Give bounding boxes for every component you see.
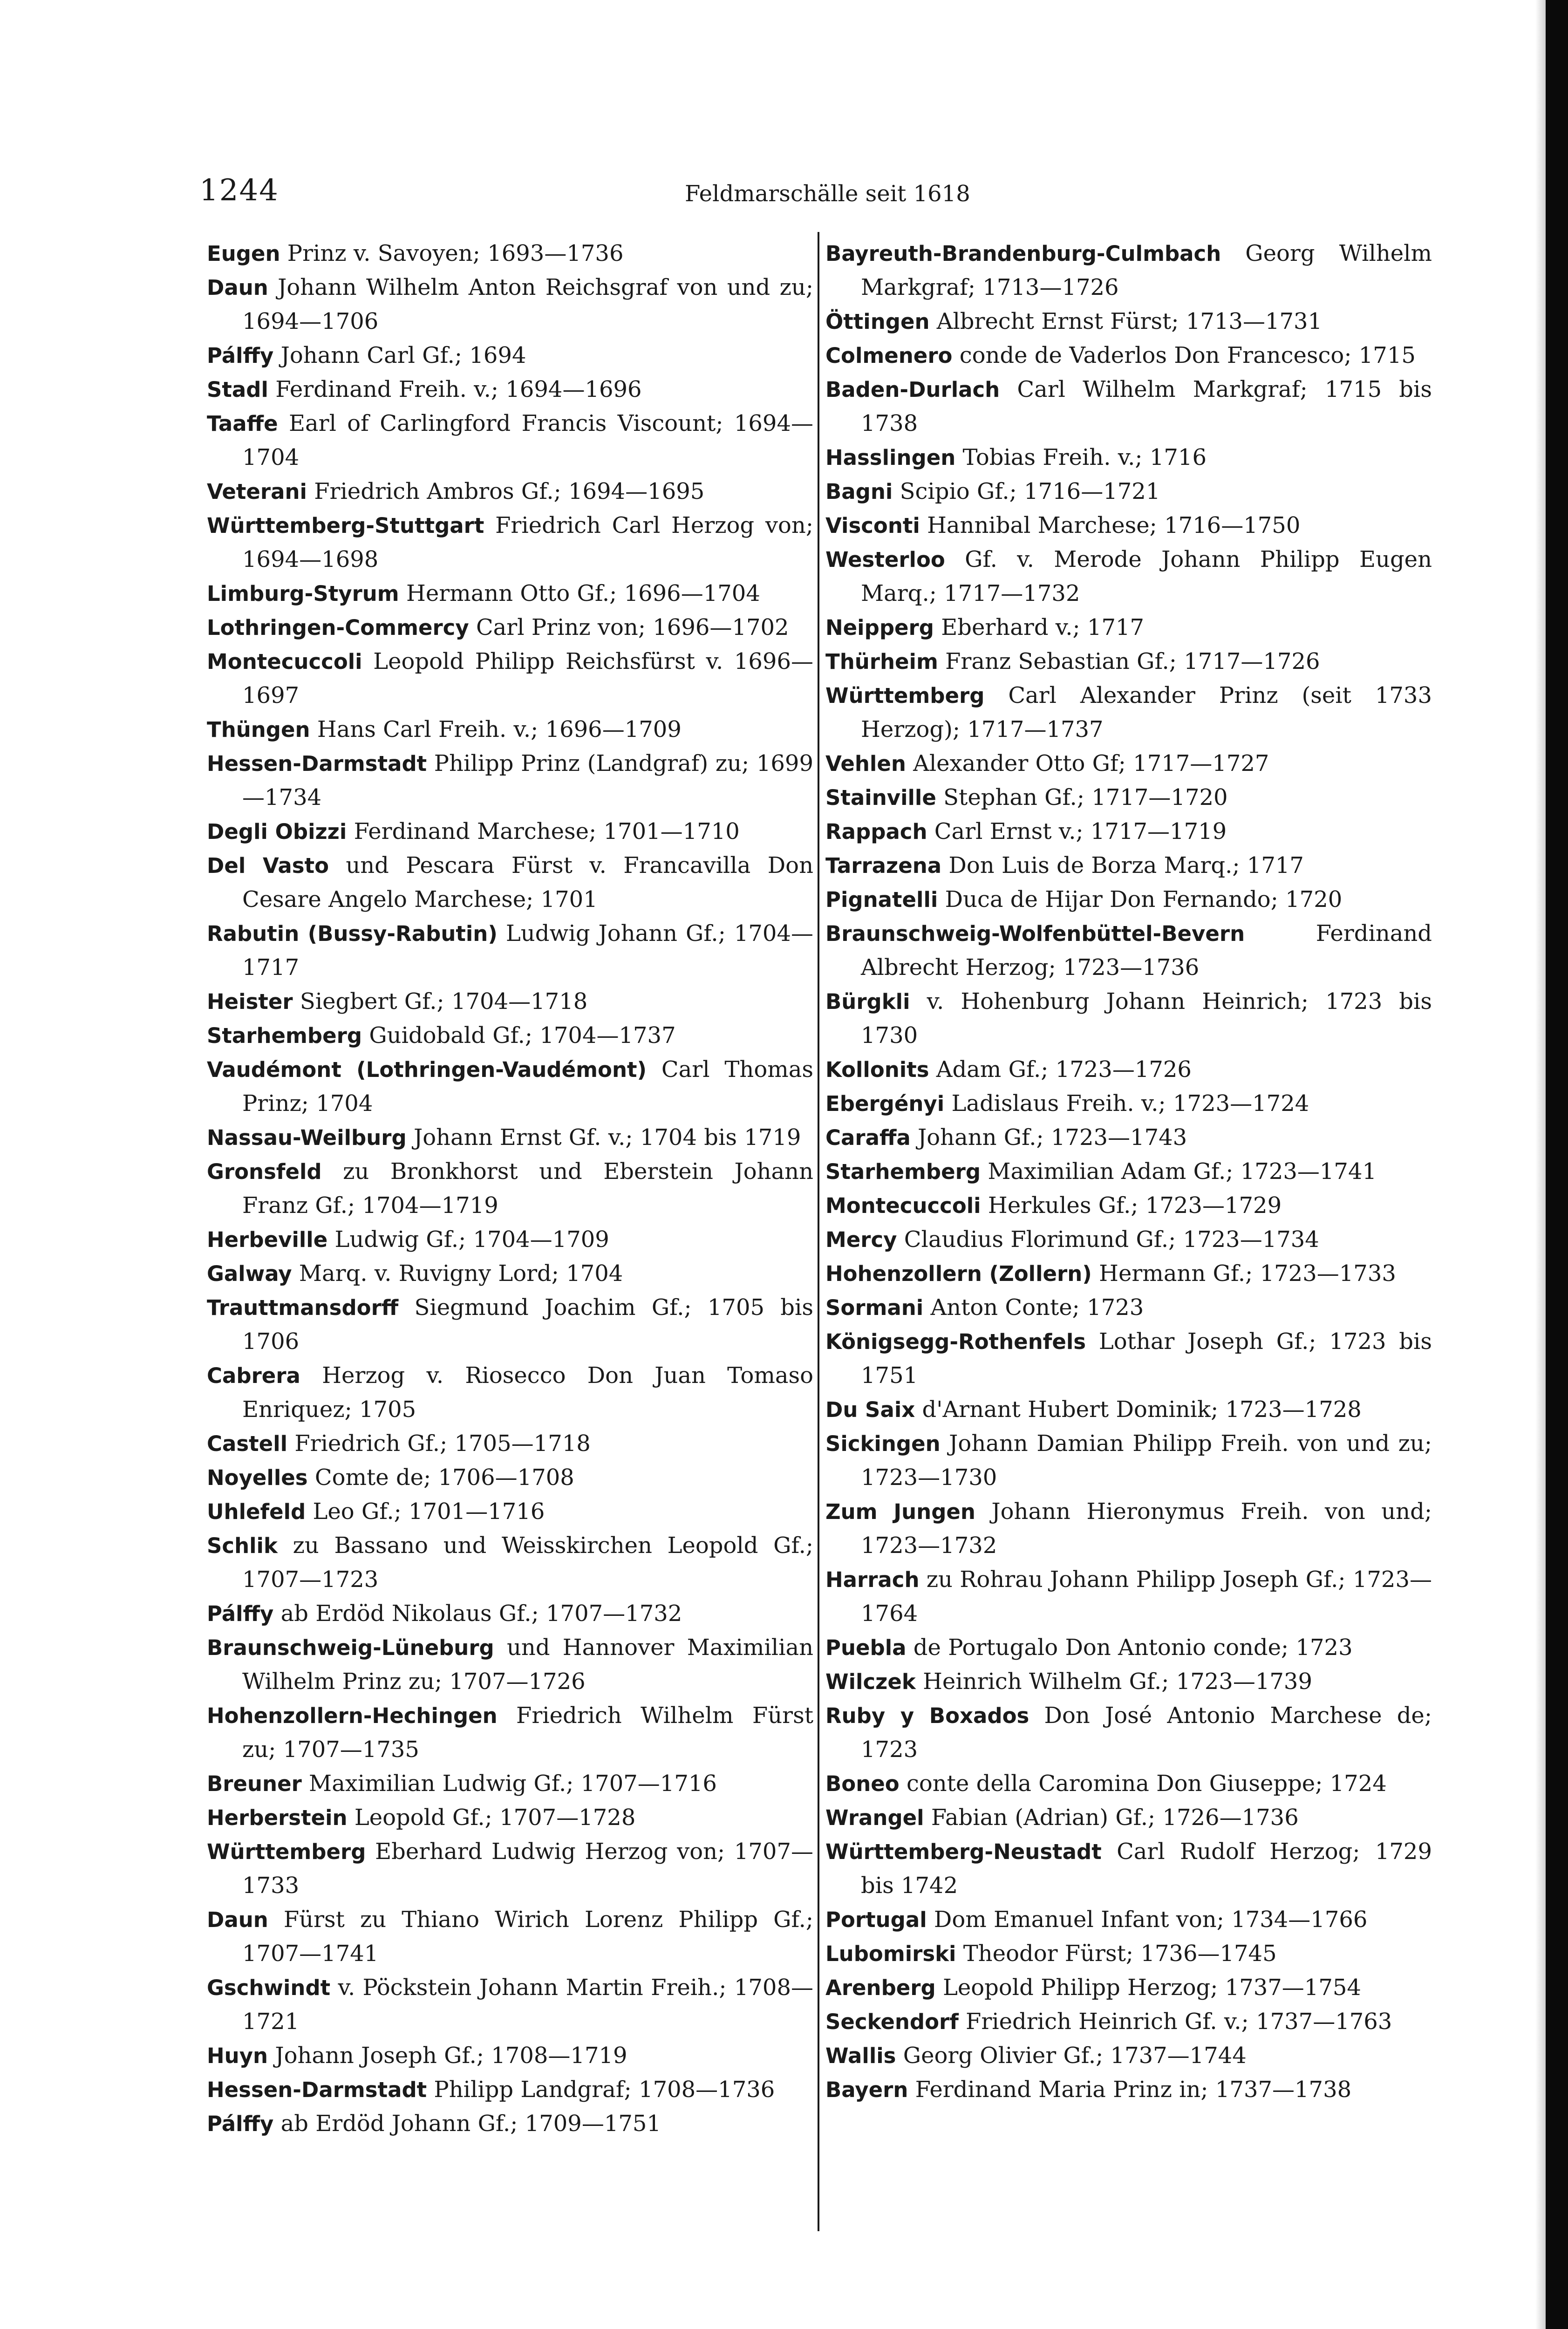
- entry-name: Boneo: [825, 1771, 900, 1796]
- entry-text: Ludwig Gf.; 1704—1709: [327, 1226, 609, 1253]
- entry-name: Baden-Durlach: [825, 377, 1000, 402]
- entry-name: Württemberg: [825, 683, 985, 708]
- list-item: [825, 1189, 1432, 1223]
- entry-name: Württemberg: [207, 1839, 366, 1864]
- entry-text: Lothar Joseph Gf.; 1723 bis 1751: [861, 1328, 1432, 1389]
- list-item: [207, 1767, 813, 1801]
- list-item: [825, 1427, 1432, 1495]
- entry-name: Westerloo: [825, 547, 945, 572]
- entry-name: Stainville: [825, 785, 936, 810]
- list-item: [207, 1155, 813, 1223]
- list-item: [207, 1427, 813, 1461]
- list-item: [207, 1529, 813, 1597]
- entry-name: Neipperg: [825, 615, 934, 640]
- entry-text: Philipp Landgraf; 1708—1736: [427, 2077, 775, 2103]
- entry-name: Limburg-Styrum: [207, 581, 399, 606]
- entry-text: Philipp Prinz (Landgraf) zu; 1699—1734: [242, 750, 813, 810]
- entry-text: de Portugalo Don Antonio conde; 1723: [906, 1634, 1353, 1661]
- list-item: [207, 1461, 813, 1495]
- entry-text: ab Erdöd Johann Gf.; 1709—1751: [273, 2111, 661, 2137]
- entry-text: Alexander Otto Gf; 1717—1727: [906, 750, 1269, 776]
- list-item: [825, 2005, 1432, 2039]
- list-item: [825, 747, 1432, 781]
- entry-text: zu Bronkhorst und Eberstein Johann Franz Gf.; 1704—1719: [242, 1158, 813, 1219]
- entry-text: Leopold Gf.; 1707—1728: [347, 1805, 636, 1831]
- list-item: [207, 1801, 813, 1835]
- list-item: [825, 1393, 1432, 1427]
- entry-text: Adam Gf.; 1723—1726: [929, 1056, 1192, 1083]
- entry-text: Leopold Philipp Reichsfürst v. 1696—1697: [242, 648, 813, 708]
- entry-name: Lubomirski: [825, 1941, 956, 1966]
- entry-name: Caraffa: [825, 1125, 911, 1150]
- list-item: [825, 917, 1432, 985]
- entry-text: conde de Vaderlos Don Francesco; 1715: [952, 342, 1416, 368]
- entry-name: Del Vasto: [207, 853, 329, 878]
- list-item: [207, 271, 813, 339]
- entry-text: Hermann Otto Gf.; 1696—1704: [399, 580, 760, 606]
- entry-name: Daun: [207, 1907, 268, 1932]
- list-item: [825, 1699, 1432, 1767]
- entry-text: Johann Wilhelm Anton Reichsgraf von und zu; 1694—1706: [242, 274, 813, 334]
- entry-text: Johann Joseph Gf.; 1708—1719: [268, 2043, 627, 2069]
- entry-text: Georg Olivier Gf.; 1737—1744: [896, 2043, 1247, 2069]
- entry-name: Württemberg-Neustadt: [825, 1839, 1102, 1864]
- entry-name: Cabrera: [207, 1363, 300, 1388]
- entry-text: Claudius Florimund Gf.; 1723—1734: [897, 1226, 1319, 1253]
- entry-name: Rappach: [825, 819, 927, 844]
- entry-name: Montecuccoli: [825, 1193, 981, 1218]
- list-item: [207, 1019, 813, 1053]
- entry-text: Hermann Gf.; 1723—1733: [1091, 1260, 1396, 1287]
- entry-name: Bayreuth-Brandenburg-Culmbach: [825, 241, 1221, 266]
- list-item: [825, 373, 1432, 441]
- entry-text: Siegbert Gf.; 1704—1718: [293, 988, 588, 1015]
- entry-name: Eugen: [207, 241, 280, 266]
- list-item: [207, 849, 813, 917]
- entry-text: conte della Caromina Don Giuseppe; 1724: [899, 1771, 1387, 1797]
- entry-text: Ferdinand Freih. v.; 1694—1696: [268, 376, 642, 402]
- entry-text: Heinrich Wilhelm Gf.; 1723—1739: [915, 1668, 1312, 1695]
- entry-text: Earl of Carlingford Francis Viscount; 1694—1704: [242, 410, 813, 470]
- entry-text: Ferdinand Albrecht Herzog; 1723—1736: [861, 920, 1432, 981]
- list-item: [207, 611, 813, 645]
- list-item: [825, 1665, 1432, 1699]
- entry-text: Eberhard Ludwig Herzog von; 1707—1733: [242, 1839, 813, 1899]
- column-divider: [818, 232, 819, 2231]
- list-item: [207, 407, 813, 475]
- entry-text: Eberhard v.; 1717: [934, 614, 1145, 640]
- entry-text: Friedrich Gf.; 1705—1718: [287, 1430, 591, 1457]
- entry-name: Wrangel: [825, 1805, 924, 1830]
- entry-name: Braunschweig-Wolfenbüttel-Bevern: [825, 921, 1245, 946]
- entry-text: Carl Thomas Prinz; 1704: [242, 1056, 813, 1117]
- entry-text: Carl Rudolf Herzog; 1729 bis 1742: [861, 1839, 1432, 1899]
- entry-text: Tobias Freih. v.; 1716: [955, 444, 1207, 470]
- list-item: [825, 1325, 1432, 1393]
- right-column: [825, 237, 1432, 2107]
- list-item: [825, 985, 1432, 1053]
- list-item: [825, 543, 1432, 611]
- entry-name: Wilczek: [825, 1669, 916, 1694]
- page-shadow: [1535, 0, 1546, 2329]
- list-item: [825, 441, 1432, 475]
- entry-name: Kollonits: [825, 1057, 929, 1082]
- entry-name: Taaffe: [207, 411, 278, 436]
- list-item: [207, 747, 813, 815]
- list-item: [825, 475, 1432, 509]
- entry-name: Gschwindt: [207, 1975, 331, 2000]
- entry-name: Daun: [207, 275, 268, 300]
- list-item: [825, 305, 1432, 339]
- list-item: [825, 883, 1432, 917]
- entry-text: Don José Antonio Marchese de; 1723: [861, 1702, 1432, 1763]
- list-item: [207, 917, 813, 985]
- entry-name: Herberstein: [207, 1805, 348, 1830]
- list-item: [207, 815, 813, 849]
- entry-name: Portugal: [825, 1907, 927, 1932]
- entry-name: Wallis: [825, 2043, 896, 2068]
- list-item: [825, 1291, 1432, 1325]
- list-item: [207, 1971, 813, 2039]
- entry-name: Harrach: [825, 1567, 920, 1592]
- list-item: [207, 1359, 813, 1427]
- entry-text: Ferdinand Maria Prinz in; 1737—1738: [908, 2077, 1352, 2103]
- entry-name: Thürheim: [825, 649, 938, 674]
- entry-text: Hannibal Marchese; 1716—1750: [920, 512, 1301, 538]
- list-item: [207, 645, 813, 713]
- entry-name: Gronsfeld: [207, 1159, 322, 1184]
- entry-text: Franz Sebastian Gf.; 1717—1726: [938, 648, 1320, 674]
- page-number: 1244: [199, 173, 279, 208]
- entry-text: Ludwig Johann Gf.; 1704—1717: [242, 920, 813, 981]
- entry-text: Anton Conte; 1723: [923, 1294, 1144, 1321]
- entry-name: Du Saix: [825, 1397, 915, 1422]
- scan-border: [1546, 0, 1568, 2329]
- list-item: [825, 339, 1432, 373]
- entry-text: Leopold Philipp Herzog; 1737—1754: [935, 1975, 1361, 2001]
- list-item: [825, 2073, 1432, 2107]
- entry-text: Carl Ernst v.; 1717—1719: [927, 818, 1227, 844]
- entry-text: Maximilian Ludwig Gf.; 1707—1716: [301, 1771, 717, 1797]
- entry-text: Friedrich Ambros Gf.; 1694—1695: [307, 478, 705, 504]
- list-item: [825, 1121, 1432, 1155]
- entry-name: Noyelles: [207, 1465, 308, 1490]
- entry-text: Johann Ernst Gf. v.; 1704 bis 1719: [406, 1124, 801, 1151]
- entry-text: Gf. v. Merode Johann Philipp Eugen Marq.; 1717—1732: [861, 546, 1432, 606]
- entry-name: Bagni: [825, 479, 893, 504]
- list-item: [207, 1257, 813, 1291]
- entry-name: Puebla: [825, 1635, 907, 1660]
- entry-text: Ladislaus Freih. v.; 1723—1724: [944, 1090, 1309, 1117]
- entry-name: Braunschweig-Lüneburg: [207, 1635, 494, 1660]
- entry-name: Bayern: [825, 2077, 908, 2102]
- entry-name: Hohenzollern (Zollern): [825, 1261, 1092, 1286]
- entry-name: Tarrazena: [825, 853, 942, 878]
- list-item: [207, 1495, 813, 1529]
- entry-text: Friedrich Heinrich Gf. v.; 1737—1763: [958, 2009, 1392, 2035]
- entry-text: v. Pöckstein Johann Martin Freih.; 1708—1721: [242, 1975, 813, 2035]
- entry-name: Breuner: [207, 1771, 302, 1796]
- list-item: [207, 509, 813, 577]
- entry-name: Trauttmansdorff: [207, 1295, 399, 1320]
- list-item: [207, 713, 813, 747]
- entry-name: Thüngen: [207, 717, 310, 742]
- entry-text: Scipio Gf.; 1716—1721: [893, 478, 1160, 504]
- list-item: [825, 1971, 1432, 2005]
- list-item: [825, 611, 1432, 645]
- entry-name: Vaudémont (Lothringen-Vaudémont): [207, 1057, 647, 1082]
- entry-name: Ebergényi: [825, 1091, 945, 1116]
- entry-name: Rabutin (Bussy-Rabutin): [207, 921, 498, 946]
- entry-text: Fürst zu Thiano Wirich Lorenz Philipp Gf.; 1707—1741: [242, 1907, 813, 1967]
- list-item: [207, 1121, 813, 1155]
- entry-text: zu Bassano und Weisskirchen Leopold Gf.; 1707—1723: [242, 1532, 813, 1593]
- list-item: [207, 2107, 813, 2141]
- entry-text: Stephan Gf.; 1717—1720: [936, 784, 1228, 810]
- list-item: [207, 985, 813, 1019]
- entry-name: Pálffy: [207, 1601, 274, 1626]
- entry-text: Siegmund Joachim Gf.; 1705 bis 1706: [242, 1294, 813, 1355]
- list-item: [825, 815, 1432, 849]
- entry-text: Leo Gf.; 1701—1716: [306, 1498, 545, 1525]
- entry-name: Hessen-Darmstadt: [207, 2077, 427, 2102]
- entry-text: Fabian (Adrian) Gf.; 1726—1736: [924, 1805, 1299, 1831]
- entry-name: Galway: [207, 1261, 292, 1286]
- entry-text: Albrecht Ernst Fürst; 1713—1731: [929, 308, 1323, 334]
- entry-name: Königsegg-Rothenfels: [825, 1329, 1086, 1354]
- entry-text: Hans Carl Freih. v.; 1696—1709: [310, 716, 682, 742]
- entry-text: und Hannover Maximilian Wilhelm Prinz zu; 1707—1726: [242, 1634, 813, 1695]
- entry-name: Öttingen: [825, 309, 930, 334]
- entry-name: Herbeville: [207, 1227, 328, 1252]
- list-item: [207, 237, 813, 271]
- entry-text: d'Arnant Hubert Dominik; 1723—1728: [915, 1396, 1362, 1423]
- list-item: [207, 577, 813, 611]
- entry-name: Stadl: [207, 377, 268, 402]
- list-item: [207, 2039, 813, 2073]
- list-item: [825, 1937, 1432, 1971]
- list-item: [825, 1835, 1432, 1903]
- list-item: [207, 1223, 813, 1257]
- entry-text: Friedrich Carl Herzog von; 1694—1698: [242, 512, 813, 572]
- entry-name: Starhemberg: [207, 1023, 362, 1048]
- entry-name: Ruby y Boxados: [825, 1703, 1029, 1728]
- list-item: [825, 781, 1432, 815]
- entry-text: Johann Damian Philipp Freih. von und zu; 1723—1730: [861, 1430, 1432, 1491]
- list-item: [207, 475, 813, 509]
- list-item: [825, 679, 1432, 747]
- list-item: [207, 1291, 813, 1359]
- entry-name: Starhemberg: [825, 1159, 981, 1184]
- list-item: [825, 1053, 1432, 1087]
- entry-name: Bürgkli: [825, 989, 910, 1014]
- entry-name: Sickingen: [825, 1431, 941, 1456]
- list-item: [825, 509, 1432, 543]
- entry-text: Herkules Gf.; 1723—1729: [981, 1192, 1282, 1219]
- entry-text: Herzog v. Riosecco Don Juan Tomaso Enriquez; 1705: [242, 1362, 813, 1423]
- entry-name: Sormani: [825, 1295, 924, 1320]
- entry-text: Comte de; 1706—1708: [307, 1464, 574, 1491]
- list-item: [825, 2039, 1432, 2073]
- entry-text: und Pescara Fürst v. Francavilla Don Cesare Angelo Marchese; 1701: [242, 852, 813, 913]
- left-column: [207, 237, 813, 2141]
- entry-text: zu Rohrau Johann Philipp Joseph Gf.; 1723—1764: [861, 1566, 1432, 1627]
- entry-text: Johann Gf.; 1723—1743: [910, 1124, 1187, 1151]
- entry-name: Nassau-Weilburg: [207, 1125, 407, 1150]
- list-item: [207, 1053, 813, 1121]
- entry-name: Heister: [207, 989, 293, 1014]
- entry-text: Guidobald Gf.; 1704—1737: [362, 1022, 676, 1049]
- entry-name: Lothringen-Commercy: [207, 615, 469, 640]
- entry-name: Visconti: [825, 513, 920, 538]
- list-item: [825, 1155, 1432, 1189]
- list-item: [207, 1699, 813, 1767]
- entry-text: Don Luis de Borza Marq.; 1717: [941, 852, 1304, 878]
- list-item: [825, 237, 1432, 305]
- running-title: Feldmarschälle seit 1618: [685, 181, 970, 207]
- entry-name: Schlik: [207, 1533, 278, 1558]
- entry-name: Hohenzollern-Hechingen: [207, 1703, 498, 1728]
- entry-name: Huyn: [207, 2043, 268, 2068]
- entry-text: ab Erdöd Nikolaus Gf.; 1707—1732: [273, 1600, 682, 1627]
- entry-text: Carl Prinz von; 1696—1702: [469, 614, 789, 640]
- entry-name: Montecuccoli: [207, 649, 362, 674]
- entry-name: Hasslingen: [825, 445, 956, 470]
- entry-name: Mercy: [825, 1227, 897, 1252]
- list-item: [825, 645, 1432, 679]
- entry-text: Johann Hieronymus Freih. von und; 1723—1732: [861, 1498, 1432, 1559]
- entry-name: Vehlen: [825, 751, 906, 776]
- entry-text: Johann Carl Gf.; 1694: [273, 342, 526, 368]
- entry-text: Maximilian Adam Gf.; 1723—1741: [981, 1158, 1377, 1185]
- list-item: [207, 373, 813, 407]
- list-item: [207, 2073, 813, 2107]
- list-item: [825, 1223, 1432, 1257]
- entry-name: Seckendorf: [825, 2009, 959, 2034]
- list-item: [825, 1767, 1432, 1801]
- entry-text: Dom Emanuel Infant von; 1734—1766: [927, 1907, 1368, 1933]
- list-item: [207, 1903, 813, 1971]
- entry-text: Theodor Fürst; 1736—1745: [956, 1941, 1277, 1967]
- entry-name: Arenberg: [825, 1975, 936, 2000]
- entry-name: Castell: [207, 1431, 288, 1456]
- list-item: [825, 1903, 1432, 1937]
- entry-text: Friedrich Wilhelm Fürst zu; 1707—1735: [242, 1702, 813, 1763]
- entry-text: Prinz v. Savoyen; 1693—1736: [280, 240, 624, 266]
- entry-text: Georg Wilhelm Markgraf; 1713—1726: [861, 240, 1432, 300]
- entry-name: Württemberg-Stuttgart: [207, 513, 484, 538]
- list-item: [825, 1563, 1432, 1631]
- entry-name: Hessen-Darmstadt: [207, 751, 427, 776]
- list-item: [207, 339, 813, 373]
- list-item: [825, 1631, 1432, 1665]
- list-item: [207, 1835, 813, 1903]
- list-item: [825, 1087, 1432, 1121]
- entry-name: Pálffy: [207, 343, 274, 368]
- entry-name: Pálffy: [207, 2111, 274, 2136]
- entry-name: Degli Obizzi: [207, 819, 347, 844]
- list-item: [825, 1257, 1432, 1291]
- entry-name: Veterani: [207, 479, 307, 504]
- entry-name: Zum Jungen: [825, 1499, 975, 1524]
- entry-name: Uhlefeld: [207, 1499, 306, 1524]
- entry-text: Carl Alexander Prinz (seit 1733 Herzog); 1717—1737: [861, 682, 1432, 742]
- entry-name: Colmenero: [825, 343, 953, 368]
- list-item: [825, 1495, 1432, 1563]
- entry-text: Marq. v. Ruvigny Lord; 1704: [292, 1260, 623, 1287]
- list-item: [207, 1597, 813, 1631]
- list-item: [825, 1801, 1432, 1835]
- list-item: [825, 849, 1432, 883]
- entry-text: v. Hohenburg Johann Heinrich; 1723 bis 1730: [861, 988, 1432, 1049]
- entry-text: Ferdinand Marchese; 1701—1710: [347, 818, 740, 844]
- entry-name: Pignatelli: [825, 887, 938, 912]
- entry-text: Duca de Hijar Don Fernando; 1720: [938, 886, 1343, 913]
- list-item: [207, 1631, 813, 1699]
- entry-text: Carl Wilhelm Markgraf; 1715 bis 1738: [861, 376, 1432, 436]
